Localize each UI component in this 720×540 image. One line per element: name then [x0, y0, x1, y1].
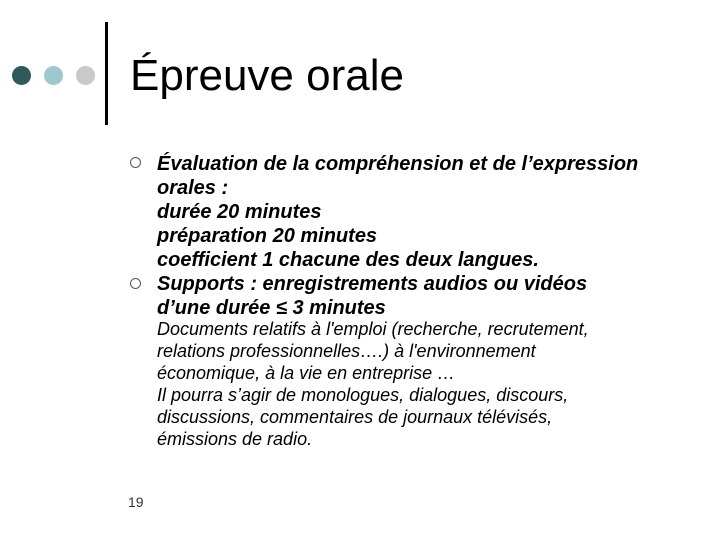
slide-title: Épreuve orale: [130, 51, 404, 100]
detail-line-1: Documents relatifs à l'emploi (recherche, recrutement,: [157, 319, 589, 339]
bullet-1-line-2: orales :: [157, 177, 229, 199]
dot-grey: [76, 66, 95, 85]
dot-dark: [12, 66, 31, 85]
bullet-1-line-3: durée 20 minutes: [157, 201, 322, 223]
detail-line-5: discussions, commentaires de journaux télévisés,: [157, 407, 553, 427]
bullet-1-line-1: Évaluation de la compréhension et de l’expression: [157, 153, 639, 175]
slide-number: 19: [128, 494, 144, 510]
dot-light-blue: [44, 66, 63, 85]
bullet-1-line-5: coefficient 1 chacune des deux langues.: [157, 249, 539, 271]
decorative-dots: [12, 66, 96, 86]
bullet-marker-2: [130, 278, 141, 289]
bullet-2-detail: [157, 318, 589, 450]
detail-line-6: émissions de radio.: [157, 429, 313, 449]
bullet-1-line-4: préparation 20 minutes: [157, 225, 378, 247]
bullet-1-text: [157, 152, 638, 272]
bullet-2-text: [157, 272, 587, 320]
bullet-2-line-1: Supports : enregistrements audios ou vidéos: [157, 273, 588, 295]
detail-line-4: Il pourra s’agir de monologues, dialogues, discours,: [157, 385, 569, 405]
detail-line-3: économique, à la vie en entreprise …: [157, 363, 456, 383]
bullet-marker-1: [130, 157, 141, 168]
bullet-2-line-2: d’une durée ≤ 3 minutes: [157, 297, 386, 319]
title-divider-line: [105, 22, 108, 125]
detail-line-2: relations professionnelles….) à l'environnement: [157, 341, 536, 361]
